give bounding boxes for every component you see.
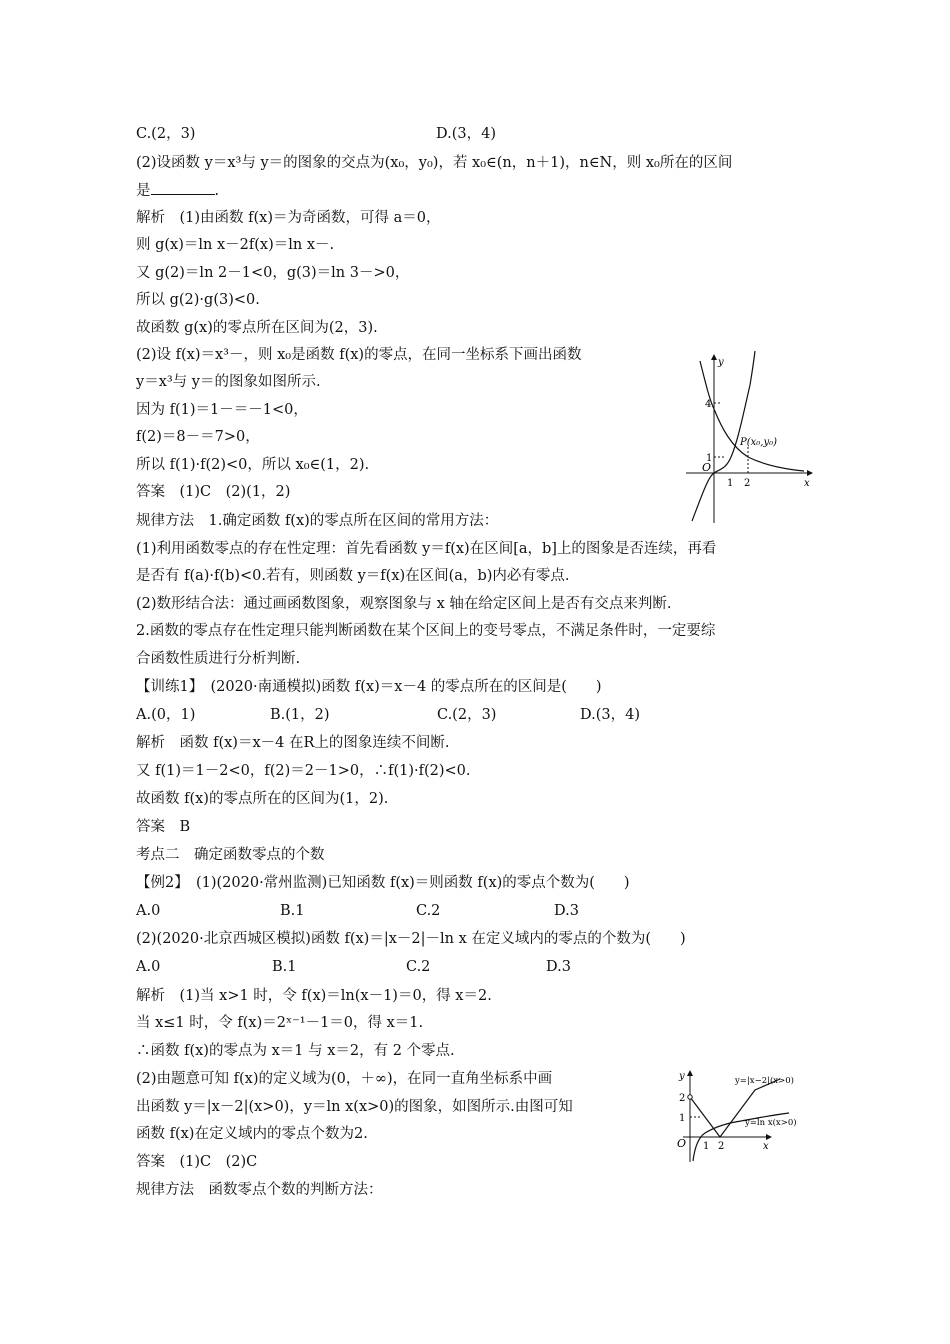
tick-x2: 2	[744, 478, 751, 489]
example-2-analysis-6: 函数 f(x)在定义域内的零点个数为2.	[136, 1126, 368, 1142]
y-axis-label: y	[718, 357, 724, 368]
analysis-line-4: 所以 g(2)·g(3)<0.	[136, 292, 260, 308]
x-axis-label: x	[763, 1141, 769, 1152]
option-a: A.0	[136, 959, 161, 975]
y-axis-label: y	[679, 1071, 685, 1082]
answer-blank	[151, 180, 215, 195]
tick-x1: 1	[727, 478, 734, 489]
analysis-line-10: 所以 f(1)·f(2)<0，所以 x₀∈(1，2).	[136, 457, 370, 473]
option-b: B.(1，2)	[270, 707, 330, 723]
option-a: A.0	[136, 903, 161, 919]
curve-exponential	[700, 361, 804, 471]
x-axis-label: x	[804, 478, 810, 489]
option-b: B.1	[280, 903, 305, 919]
origin-label: O	[702, 461, 712, 474]
option-d: D.3	[546, 959, 571, 975]
analysis-line-1: 解析 (1)由函数 f(x)＝为奇函数，可得 a＝0，	[136, 210, 441, 226]
label-abs-curve: y=|x−2|(x>0)	[735, 1076, 794, 1086]
method-line-5: 合函数性质进行分析判断.	[136, 651, 301, 667]
option-a: A.(0，1)	[136, 707, 196, 723]
option-c: C.(2，3)	[437, 707, 497, 723]
answer-line-1: 答案 (1)C (2)(1，2)	[136, 484, 291, 500]
method-title-2: 规律方法 函数零点个数的判断方法：	[136, 1182, 383, 1198]
example-2-analysis-1: 解析 (1)当 x>1 时，令 f(x)＝ln(x－1)＝0，得 x＝2.	[136, 988, 492, 1004]
curve-cubic	[692, 351, 755, 521]
example-2-analysis-4: (2)由题意可知 f(x)的定义域为(0，＋∞)，在同一直角坐标系中画	[136, 1071, 553, 1087]
question-2-continued	[136, 180, 219, 201]
option-c: C.2	[416, 903, 441, 919]
tick-x1: 1	[703, 1141, 710, 1152]
figure-cubic-exponential	[680, 345, 830, 525]
example-2-q1: 【例2】 (1)(2020·常州监测)已知函数 f(x)＝则函数 f(x)的零点个数为( )	[136, 875, 630, 891]
tick-y4: 4	[705, 399, 712, 410]
tick-y2: 2	[679, 1093, 686, 1104]
example-2-analysis-3: ∴函数 f(x)的零点为 x＝1 与 x＝2，有 2 个零点.	[136, 1043, 455, 1059]
example-2-q2-options	[136, 957, 656, 977]
option-b: B.1	[272, 959, 297, 975]
origin-label: O	[677, 1137, 687, 1150]
tick-y1: 1	[706, 453, 713, 464]
exercise-analysis-2: 又 f(1)＝1－2<0，f(2)＝2－1>0，∴f(1)·f(2)<0.	[136, 763, 471, 779]
text-period: .	[214, 183, 220, 199]
option-d: D.(3，4)	[580, 707, 640, 723]
exercise-1: 【训练1】 (2020·南通模拟)函数 f(x)＝x－4 的零点所在的区间是( )	[136, 679, 602, 695]
method-line-4: 2.函数的零点存在性定理只能判断函数在某个区间上的变号零点，不满足条件时，一定要综	[136, 623, 716, 639]
option-d: D.(3，4)	[436, 126, 496, 142]
option-d: D.3	[554, 903, 579, 919]
method-line-1: (1)利用函数零点的存在性定理：首先看函数 y＝f(x)在区间[a，b]上的图象是否连续，再看	[136, 541, 717, 557]
option-c: C.(2，3)	[136, 126, 196, 142]
open-point	[688, 1095, 692, 1099]
example-2-analysis-5: 出函数 y＝|x－2|(x>0)，y＝ln x(x>0)的图象，如图所示.由图可知	[136, 1099, 573, 1115]
exercise-analysis-3: 故函数 f(x)的零点所在的区间为(1，2).	[136, 791, 389, 807]
method-line-2: 是否有 f(a)·f(b)<0.若有，则函数 y＝f(x)在区间(a，b)内必有零点.	[136, 568, 570, 584]
section-heading: 考点二 确定函数零点的个数	[136, 847, 325, 863]
example-2-q1-options	[136, 901, 656, 921]
analysis-line-7: y＝x³与 y＝的图象如图所示.	[136, 374, 321, 390]
options-row-cd	[136, 124, 636, 144]
analysis-line-9: f(2)＝8－＝7>0，	[136, 429, 260, 445]
label-ln-curve: y=ln x(x>0)	[745, 1118, 797, 1128]
analysis-line-3: 又 g(2)＝ln 2－1<0，g(3)＝ln 3－>0，	[136, 265, 410, 281]
question-2: (2)设函数 y＝x³与 y＝的图象的交点为(x₀，y₀)，若 x₀∈(n，n＋1)，n∈N，则 x₀所在的区间	[136, 155, 733, 171]
text-shi: 是	[136, 183, 151, 199]
curve-abs	[690, 1079, 780, 1137]
exercise-answer: 答案 B	[136, 819, 191, 835]
analysis-line-8: 因为 f(1)＝1－＝－1<0，	[136, 402, 308, 418]
exercise-1-options	[136, 705, 696, 725]
analysis-line-6: (2)设 f(x)＝x³－，则 x₀是函数 f(x)的零点，在同一坐标系下画出函数	[136, 347, 582, 363]
option-c: C.2	[406, 959, 431, 975]
method-line-3: (2)数形结合法：通过画函数图象，观察图象与 x 轴在给定区间上是否有交点来判断.	[136, 596, 672, 612]
tick-x2: 2	[718, 1141, 725, 1152]
example-2-answer: 答案 (1)C (2)C	[136, 1154, 258, 1170]
method-title-1: 规律方法 1.确定函数 f(x)的零点所在区间的常用方法：	[136, 513, 499, 529]
tick-y1: 1	[679, 1113, 686, 1124]
analysis-line-2: 则 g(x)＝ln x－2f(x)＝ln x－.	[136, 237, 335, 253]
figure-abs-ln	[665, 1065, 820, 1165]
example-2-q2: (2)(2020·北京西城区模拟)函数 f(x)＝|x－2|－ln x 在定义域内的零点的个数为( )	[136, 931, 686, 947]
analysis-line-5: 故函数 g(x)的零点所在区间为(2，3).	[136, 320, 378, 336]
intersection-label: P(x₀,y₀)	[740, 437, 778, 448]
exercise-analysis-1: 解析 函数 f(x)＝x－4 在R上的图象连续不间断.	[136, 735, 450, 751]
example-2-analysis-2: 当 x≤1 时，令 f(x)＝2ˣ⁻¹－1＝0，得 x＝1.	[136, 1015, 424, 1031]
